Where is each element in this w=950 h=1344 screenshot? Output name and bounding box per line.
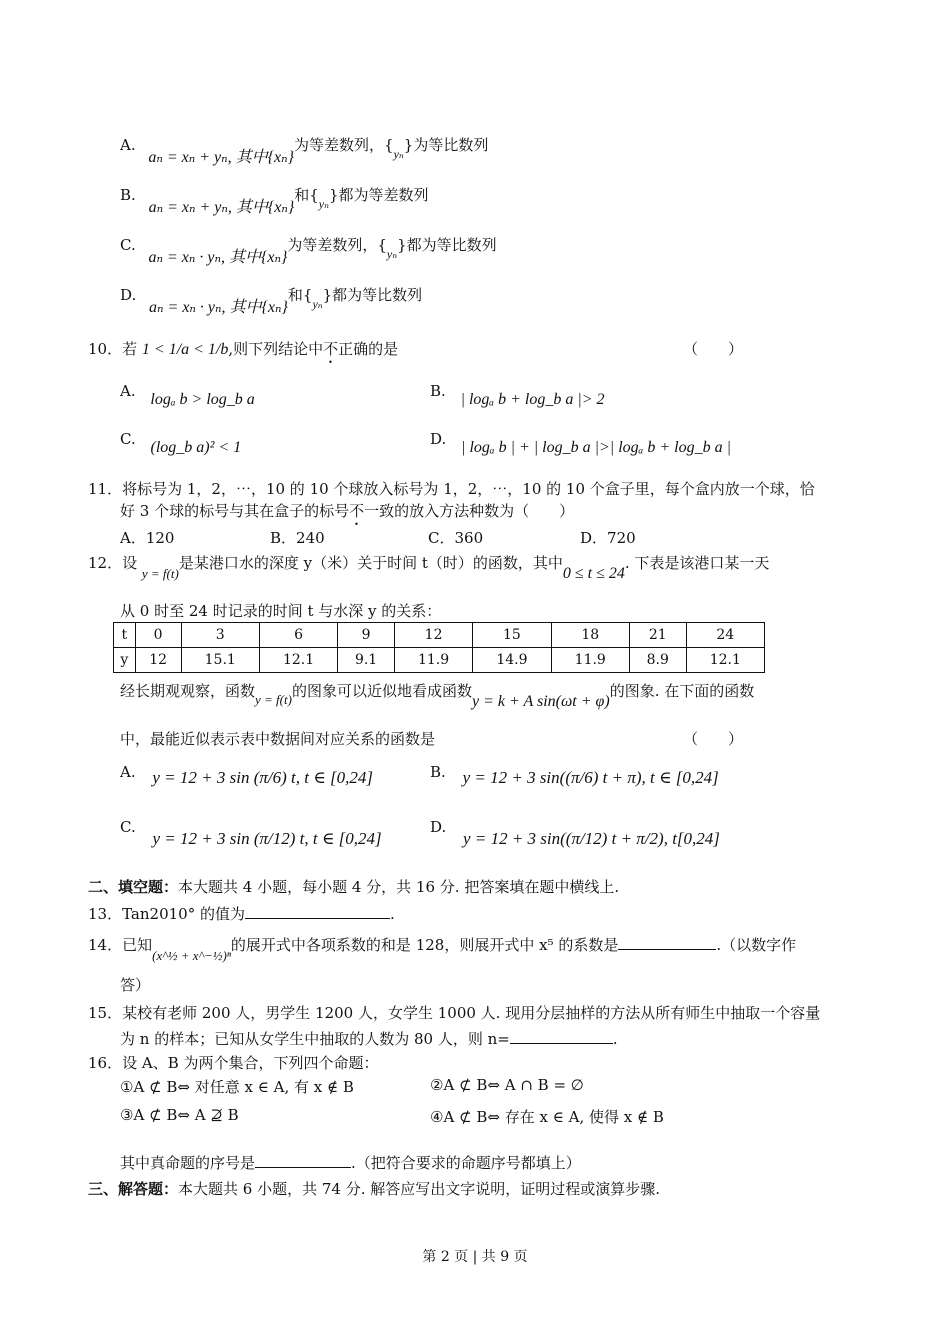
- q9-c-tail1: 为等差数列，{: [287, 236, 387, 254]
- q11-option-d: D．720: [580, 529, 636, 547]
- q10-answer-paren: （ ）: [683, 340, 744, 358]
- question-number: 10．: [88, 340, 123, 358]
- q16-text-1: 设 A、B 为两个集合，下列四个命题：: [122, 1054, 379, 1072]
- section-2-heading: [88, 876, 619, 897]
- q12-b-expr: y = 12 + 3 sin((π/6) t + π), t ∈ [0,24]: [462, 768, 719, 787]
- q12-option-d: [430, 817, 720, 848]
- q16-answer: [120, 1152, 581, 1173]
- q10-emphasis: 不: [323, 340, 339, 358]
- section-title: 三、解答题：: [88, 1180, 179, 1198]
- tide-table: [113, 622, 765, 673]
- q15-text-1: 某校有老师 200 人，男学生 1200 人，女学生 1000 人. 现用分层抽样的方法从所有师生中抽取一个容量: [122, 1004, 821, 1022]
- q11-option-c: C．360: [428, 529, 484, 547]
- option-letter: C.: [120, 818, 136, 836]
- q9-b-expr: aₙ = xₙ + yₙ, 其中{xₙ}: [148, 199, 295, 216]
- table-cell: t: [114, 623, 136, 648]
- q10-stem: [88, 338, 398, 367]
- q11-line2: [120, 500, 574, 529]
- table-cell: 14.9: [473, 648, 551, 673]
- q10-pre: 若: [122, 340, 138, 358]
- q9-c-tail2: }都为等比数列: [397, 236, 497, 254]
- table-cell: 9: [338, 623, 395, 648]
- q12-post: . 下表是该港口某一天: [624, 554, 770, 572]
- answer-blank[interactable]: [510, 1029, 613, 1044]
- q12-option-b: [430, 762, 719, 787]
- q13-text: Tan2010° 的值为: [122, 905, 245, 923]
- q10-post: ,则下列结论中: [228, 340, 324, 358]
- q12-pre: 设: [122, 554, 138, 572]
- q9-d-mid: yₙ: [312, 297, 323, 311]
- table-row: [114, 648, 765, 673]
- q9-d-tail1: 和{: [287, 286, 313, 304]
- q12-text-3a: 经长期观观察，函数: [120, 682, 256, 700]
- q16-stem: [88, 1052, 379, 1073]
- page-footer: 第 2 页 | 共 9 页: [422, 1249, 528, 1265]
- q11-text-1: 将标号为 1，2，⋯，10 的 10 个球放入标号为 1，2，⋯，10 的 10 个盒子里，每个盒内放一个球，恰: [122, 480, 815, 498]
- q12-text-3b: 的图象可以近似地看成函数: [291, 682, 472, 700]
- q10-a-expr: logₐ b > log_b a: [150, 391, 255, 408]
- q10-option-c: [120, 430, 242, 456]
- q9-d-expr: aₙ = xₙ · yₙ, 其中{xₙ}: [149, 299, 288, 316]
- table-cell: 15: [473, 623, 551, 648]
- q9-d-tail2: }都为等比数列: [322, 286, 423, 304]
- table-cell: 9.1: [338, 648, 395, 673]
- table-cell: y: [114, 648, 136, 673]
- q9-a-tail2: }为等比数列: [403, 136, 489, 154]
- question-number: 15．: [88, 1004, 123, 1022]
- table-cell: 3: [181, 623, 259, 648]
- option-letter: D.: [430, 818, 447, 836]
- q9-a-mid: yₙ: [393, 147, 404, 161]
- q14-line2: 答）: [120, 976, 151, 994]
- question-number: 13．: [88, 905, 123, 923]
- table-cell: 12.1: [686, 648, 764, 673]
- q15-line2: [120, 1028, 618, 1049]
- answer-blank[interactable]: [618, 935, 716, 950]
- option-letter: A.: [120, 382, 136, 400]
- table-cell: 15.1: [181, 648, 259, 673]
- q9-option-b: [120, 182, 429, 216]
- option-letter: D.: [430, 430, 447, 448]
- question-number: 11．: [88, 480, 123, 498]
- q11-line1: [88, 478, 815, 499]
- q11-emphasis: 不: [349, 502, 365, 520]
- q9-c-mid: yₙ: [386, 247, 398, 261]
- q16-prop-1: ①A ⊄ B⇔ 对任意 x ∈ A, 有 x ∉ B: [120, 1078, 354, 1096]
- q12-line4: 中，最能近似表示表中数据间对应关系的函数是: [120, 730, 436, 748]
- q9-a-tail1: 为等差数列，{: [294, 136, 394, 154]
- option-letter: A.: [120, 136, 136, 154]
- table-cell: 21: [629, 623, 686, 648]
- q10-b-expr: | logₐ b + log_b a |> 2: [460, 391, 605, 408]
- q14-mid: 的展开式中各项系数的和是 128，则展开式中 x⁵ 的系数是: [230, 936, 619, 954]
- q10-option-d: [430, 430, 731, 456]
- table-cell: 18: [551, 623, 629, 648]
- answer-blank[interactable]: [255, 1153, 351, 1168]
- q10-post2: 正确的是: [338, 340, 399, 358]
- q11-text-2b: 一致的放入方法种数为（ ）: [364, 502, 575, 520]
- answer-blank[interactable]: [245, 904, 390, 919]
- q10-c-expr: (log_b a)² < 1: [150, 439, 242, 456]
- question-number: 16．: [88, 1054, 123, 1072]
- q12-option-c: [120, 817, 382, 848]
- q12-text-3c: 的图象. 在下面的函数: [609, 682, 755, 700]
- q10-option-b: [430, 382, 605, 408]
- option-letter: B.: [430, 382, 446, 400]
- table-cell: 12: [135, 648, 181, 673]
- q12-line2: 从 0 时至 24 时记录的时间 t 与水深 y 的关系：: [120, 602, 442, 620]
- q13-end: .: [389, 905, 395, 923]
- option-letter: C.: [120, 430, 136, 448]
- option-letter: C.: [120, 236, 136, 254]
- q14: [88, 934, 797, 963]
- q16-ans-pre: 其中真命题的序号是: [120, 1154, 256, 1172]
- table-cell: 0: [135, 623, 181, 648]
- table-cell: 12: [394, 623, 472, 648]
- q9-option-d: [120, 282, 423, 316]
- q9-option-a: [120, 132, 489, 166]
- table-cell: 12.1: [259, 648, 337, 673]
- q12-option-a: [120, 762, 374, 787]
- section-desc: 本大题共 6 小题，共 74 分. 解答应写出文字说明，证明过程或演算步骤.: [178, 1180, 661, 1198]
- q11-option-a: A．120: [120, 529, 175, 547]
- q12-line3: [120, 680, 755, 710]
- q9-b-tail1: 和{: [294, 186, 319, 204]
- table-cell: 24: [686, 623, 764, 648]
- q14-end: .（以数字作: [716, 936, 797, 954]
- q13: [88, 903, 395, 924]
- q9-option-c: [120, 232, 497, 266]
- question-number: 12．: [88, 554, 123, 572]
- q12-model: y = k + A sin(ωt + φ): [471, 693, 610, 710]
- option-letter: B.: [120, 186, 136, 204]
- table-cell: 11.9: [394, 648, 472, 673]
- q10-condition: 1 < 1/a < 1/b: [141, 341, 229, 358]
- section-desc: 本大题共 4 小题，每小题 4 分，共 16 分. 把答案填在题中横线上.: [178, 878, 620, 896]
- table-cell: 11.9: [551, 648, 629, 673]
- q9-a-expr: aₙ = xₙ + yₙ, 其中{xₙ}: [148, 149, 295, 166]
- q12-d-expr: y = 12 + 3 sin((π/12) t + π/2), t[0,24]: [463, 829, 720, 848]
- q15-line1: [88, 1002, 820, 1023]
- q15-end: .: [612, 1030, 618, 1048]
- q10-option-a: [120, 382, 255, 408]
- q12-func: y = f(t): [141, 566, 179, 581]
- option-letter: A.: [120, 763, 136, 781]
- q12-answer-paren: （ ）: [683, 730, 744, 748]
- table-cell: 6: [259, 623, 337, 648]
- section-title: 二、填空题：: [88, 878, 179, 896]
- q9-b-tail2: }都为等差数列: [328, 186, 429, 204]
- table-row: [114, 623, 765, 648]
- q14-pre: 已知: [122, 936, 153, 954]
- q16-ans-post: .（把符合要求的命题序号都填上）: [351, 1154, 581, 1172]
- q12-range: 0 ≤ t ≤ 24: [562, 565, 625, 582]
- q10-d-expr: | logₐ b | + | log_b a |>| logₐ b + log_b a |: [461, 439, 731, 456]
- option-letter: B.: [430, 763, 446, 781]
- question-number: 14．: [88, 936, 123, 954]
- q15-text-2: 为 n 的样本；已知从女学生中抽取的人数为 80 人，则 n=: [120, 1030, 510, 1048]
- q16-prop-2: ②A ⊄ B⇔ A ∩ B = ∅: [430, 1076, 584, 1094]
- section-3-heading: [88, 1178, 660, 1199]
- q11-text-2a: 好 3 个球的标号与其在盒子的标号: [120, 502, 350, 520]
- option-letter: D.: [120, 286, 137, 304]
- q16-prop-3: ③A ⊄ B⇔ A ⊉ B: [120, 1106, 239, 1124]
- q9-c-expr: aₙ = xₙ · yₙ, 其中{xₙ}: [148, 249, 288, 266]
- q12-mid: 是某港口水的深度 y（米）关于时间 t（时）的函数，其中: [178, 554, 563, 572]
- q12-c-expr: y = 12 + 3 sin (π/12) t, t ∈ [0,24]: [152, 829, 382, 848]
- q12-func2: y = f(t): [255, 692, 292, 707]
- q16-prop-4: ④A ⊄ B⇔ 存在 x ∈ A, 使得 x ∉ B: [430, 1108, 664, 1126]
- q9-b-mid: yₙ: [318, 197, 329, 211]
- q11-option-b: B．240: [270, 529, 325, 547]
- q14-expr: (x^½ + x^−½)ⁿ: [152, 948, 231, 963]
- q12-line1: [88, 552, 770, 582]
- table-cell: 8.9: [629, 648, 686, 673]
- q12-a-expr: y = 12 + 3 sin (π/6) t, t ∈ [0,24]: [152, 768, 374, 787]
